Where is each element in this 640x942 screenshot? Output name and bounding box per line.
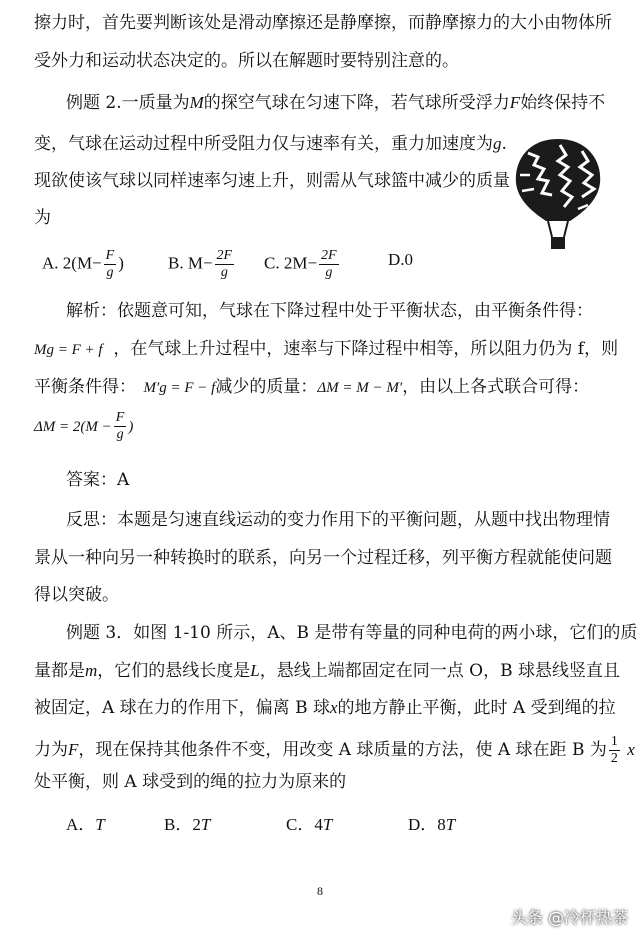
example2-option-b: B. M− $\frac{2F}{g}$ (168, 248, 233, 280)
example2-line-2: 变，气球在运动过程中所受阻力仅与速率有关，重力加速度为g. (34, 134, 507, 154)
intro-line-2: 受外力和运动状态决定的。所以在解题时要特别注意的。 (34, 51, 459, 71)
analysis-line-4: ΔM = 2(M − $\frac{F}{g}$ ) (34, 410, 134, 442)
example2-option-a: A. 2(M− $\frac{F}{g}$ ) (42, 248, 124, 280)
example3-line-1: 例题 3．如图 1-10 所示，A、B 是带有等量的同种电荷的两小球，它们的质 (66, 623, 638, 643)
analysis-line-1: 解析：依题意可知，气球在下降过程中处于平衡状态，由平衡条件得： (66, 301, 593, 321)
example3-line-5: 处平衡，则 A 球受到的绳的拉力为原来的 (34, 772, 347, 792)
example2-option-c: C. 2M− $\frac{2F}{g}$ (264, 248, 337, 280)
reflection-line-3: 得以突破。 (34, 585, 119, 605)
analysis-line-3: 平衡条件得： M′g = F − f减少的质量：ΔM = M − M′，由以上各式联合可得： (34, 377, 590, 397)
example3-option-d: D．8T (408, 815, 456, 834)
watermark: 头条 @冷杯热茶 (510, 908, 628, 927)
example3-option-b: B．2T (164, 815, 211, 834)
example3-line-4: 力为F，现在保持其他条件不变，用改变 A 球质量的方法，使 A 球在距 B 为 $\frac{1}{2}$ x (34, 734, 635, 766)
example2-line-3: 现欲使该气球以同样速率匀速上升，则需从气球篮中减少的质量 (34, 171, 510, 191)
intro-line-1: 擦力时，首先要判断该处是滑动摩擦还是静摩擦，而静摩擦力的大小由物体所 (34, 13, 612, 33)
example2-line-1: 例题 2.一质量为M的探空气球在匀速下降，若气球所受浮力F始终保持不 (66, 93, 606, 113)
example3-line-3: 被固定，A 球在力的作用下，偏离 B 球x的地方静止平衡，此时 A 受到绳的拉 (34, 698, 616, 718)
example3-line-2: 量都是m，它们的悬线长度是L，悬线上端都固定在同一点 O，B 球悬线竖直且 (34, 661, 620, 681)
page-number: 8 (317, 884, 323, 898)
answer-line: 答案：A (66, 470, 130, 490)
example2-option-d: D.0 (388, 250, 414, 269)
example3-option-c: C．4T (286, 815, 333, 834)
example2-line-4: 为 (34, 208, 51, 228)
example3-option-a: A．T (66, 815, 105, 834)
hot-air-balloon-image (508, 135, 608, 255)
reflection-line-2: 景从一种向另一种转换时的联系，向另一个过程迁移，列平衡方程就能使问题 (34, 548, 612, 568)
analysis-line-2: Mg = F + f ，在气球上升过程中，速率与下降过程中相等，所以阻力仍为 f，则 (34, 339, 619, 359)
reflection-line-1: 反思：本题是匀速直线运动的变力作用下的平衡问题，从题中找出物理情 (66, 510, 610, 530)
